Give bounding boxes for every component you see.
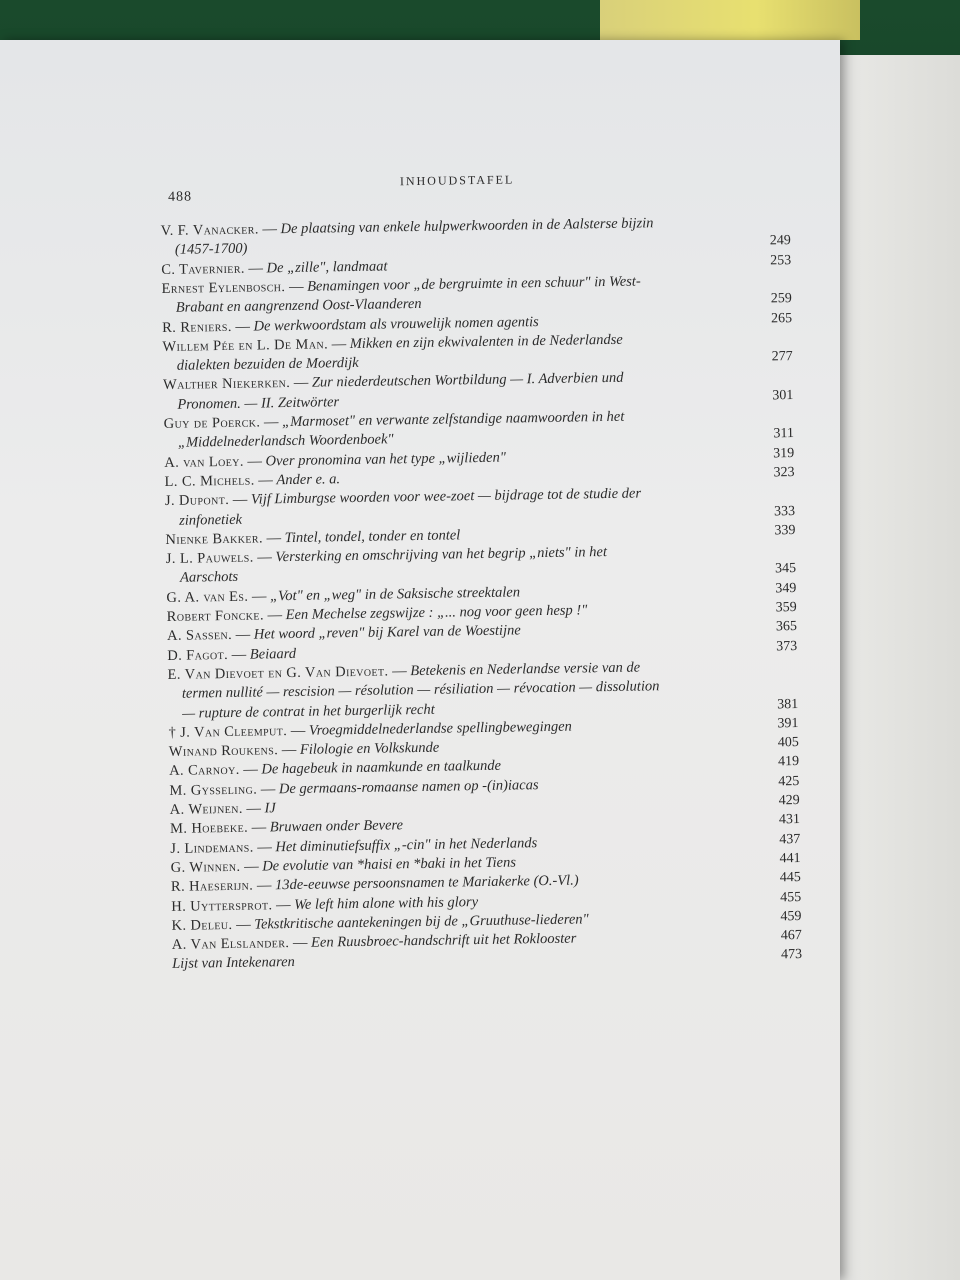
toc-page-number: 373 — [776, 638, 798, 654]
toc-title: Beiaard — [249, 645, 297, 663]
toc-separator: — — [253, 838, 276, 856]
toc-page-number: 445 — [779, 870, 801, 886]
toc-author: J. Lindemans. — [170, 839, 254, 857]
toc-title: De hagebeuk in naamkunde en taalkunde — [261, 758, 502, 778]
toc-page-number: 405 — [777, 735, 799, 751]
toc-page-number: 339 — [774, 522, 796, 539]
toc-line — [164, 432, 394, 452]
toc-title: (1457-1700) — [174, 240, 248, 259]
toc-page-number: 249 — [769, 233, 791, 249]
toc-author: Nienke Bakker. — [165, 530, 264, 548]
toc-page-number: 431 — [778, 812, 801, 828]
toc-title: Het woord „reven" bij Karel van de Woestijne — [253, 622, 521, 643]
toc-separator: — — [229, 491, 252, 509]
toc-line — [165, 511, 242, 528]
toc-author: G. A. van Es. — [166, 588, 249, 606]
toc-title: Over pronomina van het type „wijlieden" — [265, 449, 507, 469]
toc-author: Ernest Eylenbosch. — [161, 278, 286, 297]
toc-line — [165, 527, 460, 548]
toc-line — [163, 355, 359, 374]
toc-title: IJ — [264, 800, 276, 817]
toc-separator: — — [232, 916, 255, 933]
toc-separator: — — [231, 318, 254, 335]
toc-title: Bruwaen onder Bevere — [269, 817, 404, 836]
toc-separator: — — [289, 934, 312, 952]
toc-page-number: 429 — [778, 793, 800, 809]
toc-separator: — — [253, 877, 276, 894]
toc-title: — rupture de contrat in het burgerlijk recht — [182, 701, 435, 722]
toc-title: Versterking en omschrijving van het begrip „niets" in het — [275, 544, 608, 566]
toc-title: 13de-eeuwse persoonsnamen te Mariakerke (O.-Vl.) — [274, 872, 579, 894]
toc-separator: — — [327, 335, 350, 353]
toc-author: A. van Loey. — [164, 453, 244, 471]
toc-author: Walther Niekerken. — [162, 375, 291, 394]
toc-page-number: 391 — [777, 715, 799, 732]
toc-author: A. Carnoy. — [169, 762, 240, 780]
toc-author: R. Haeserijn. — [170, 877, 254, 896]
toc-title: Benamingen voor „de bergruimte in een schuur" in West- — [307, 273, 641, 295]
toc-separator: — — [248, 588, 271, 605]
toc-page-number: 365 — [775, 619, 798, 635]
toc-author: K. Deleu. — [171, 916, 233, 934]
toc-author: A. Van Elslander. — [171, 935, 290, 953]
toc-page-number: 459 — [780, 908, 802, 925]
toc-page-number: 259 — [770, 291, 792, 307]
toc-title: Aarschots — [179, 569, 239, 587]
toc-author: Winand Roukens. — [168, 742, 279, 761]
toc-line — [168, 701, 435, 721]
toc-author: E. Van Dievoet en G. Van Dievoet. — [167, 663, 389, 683]
toc-separator: — — [253, 549, 276, 566]
toc-page-number: 253 — [770, 252, 792, 269]
toc-page-number: 455 — [780, 889, 802, 905]
toc-separator: — — [272, 896, 295, 913]
toc-page-number: 359 — [775, 600, 797, 616]
toc-author: V. F. Vanacker. — [160, 221, 259, 239]
toc-author: A. Sassen. — [166, 627, 233, 645]
toc-title: Tintel, tondel, tonder en tontel — [284, 527, 461, 546]
toc-title: dialekten bezuiden de Moerdijk — [176, 354, 359, 374]
toc-separator: — — [287, 722, 310, 739]
toc-separator: — — [262, 529, 285, 547]
toc-author: R. Reniers. — [162, 318, 232, 336]
toc-separator: — — [290, 375, 313, 392]
toc-title: De evolutie van *haisi en *baki in het Tiens — [262, 854, 517, 875]
toc-line — [172, 954, 295, 972]
toc-title: „Middelnederlandsch Woordenboek" — [177, 431, 394, 452]
toc-title: Pronomen. — II. Zeitwörter — [177, 393, 340, 413]
toc-page-number: 349 — [775, 580, 797, 597]
toc-separator: — — [239, 761, 262, 779]
toc-page-number: 437 — [779, 831, 801, 847]
page-header-title: INHOUDSTAFEL — [399, 172, 515, 189]
toc-author: G. Winnen. — [170, 858, 241, 876]
toc-author: Robert Foncke. — [166, 607, 265, 625]
toc-separator: — — [254, 472, 277, 489]
toc-separator: — — [231, 626, 254, 644]
toc-line — [167, 646, 296, 664]
toc-title: Vroegmiddelnederlandse spellingbewegingen — [308, 718, 572, 739]
toc-line — [171, 894, 478, 915]
toc-title: Tekstkritische aantekeningen bij de „Gruuthuse-liederen" — [254, 911, 589, 933]
toc-author: H. Uyttersprot. — [171, 896, 273, 915]
toc-title: De germaans-romaanse namen op -(in)iacas — [278, 776, 539, 797]
toc-title: Mikken en zijn ekwivalenten in de Nederlandse — [349, 331, 623, 352]
toc-author: Guy de Poerck. — [163, 414, 261, 432]
toc-page-number: 381 — [777, 696, 799, 712]
page-number: 488 — [167, 189, 193, 205]
toc-title: Betekenis en Nederlandse versie van de — [410, 659, 641, 680]
toc-title: Brabant en aangrenzend Oost-Vlaanderen — [175, 296, 422, 316]
toc-title: Vijf Limburgse woorden voor wee-zoet — bijdrage tot de studie der — [250, 485, 642, 508]
toc-separator: — — [258, 221, 281, 238]
toc-separator: — — [242, 800, 265, 817]
toc-title: Filologie en Volkskunde — [299, 739, 440, 758]
toc-title: zinfonetiek — [179, 511, 243, 529]
toc-author: M. Hoebeke. — [169, 819, 249, 838]
toc-line — [164, 471, 340, 490]
toc-page-number: 265 — [770, 310, 793, 326]
toc-title: „Vot" en „weg" in de Saksische streektalen — [269, 584, 521, 605]
toc-line — [170, 818, 403, 838]
toc-page-number: 473 — [780, 947, 803, 963]
toc-author: J. L. Pauwels. — [165, 549, 254, 568]
toc-page-number: 333 — [774, 503, 796, 519]
toc-line — [170, 800, 276, 818]
toc-separator: — — [227, 646, 250, 663]
toc-title: Ander e. a. — [276, 471, 341, 489]
toc-title: De werkwoordstam als vrouwelijk nomen agentis — [253, 313, 539, 335]
toc-page-number: 301 — [772, 387, 794, 404]
toc-author: M. Gysseling. — [169, 781, 258, 799]
toc-page-number: 319 — [773, 445, 795, 461]
toc-page-number: 311 — [773, 426, 795, 442]
toc-line — [169, 740, 440, 760]
toc-author: D. Fagot. — [167, 646, 229, 664]
toc-title: Lijst van Intekenaren — [172, 954, 295, 973]
toc-separator: — — [243, 452, 266, 470]
toc-separator: — — [244, 259, 267, 277]
toc-title: „Marmoset" en verwante zelfstandige naamwoorden in het — [281, 408, 625, 431]
toc-line — [161, 258, 387, 278]
toc-title: termen nullité — rescision — résolution — résiliation — révocation — dissolution — [181, 678, 660, 702]
toc-title: De „zille", landmaat — [266, 258, 388, 276]
toc-separator: — — [260, 414, 283, 431]
toc-title: We left him alone with his glory — [294, 893, 479, 913]
toc-separator: — — [247, 819, 270, 836]
toc-author: L. C. Michels. — [164, 472, 255, 490]
toc-line — [163, 394, 339, 413]
toc-page-number: 277 — [771, 349, 793, 365]
toc-line — [162, 296, 422, 316]
toc-author: C. Tavernier. — [161, 260, 245, 278]
toc-separator: — — [240, 858, 263, 875]
toc-line — [166, 569, 238, 586]
toc-separator: — — [388, 663, 411, 680]
toc-line — [169, 758, 501, 779]
toc-author: J. Dupont. — [164, 492, 230, 510]
toc-author: † J. Van Cleemput. — [168, 722, 288, 741]
toc-title: De plaatsing van enkele hulpwerkwoorden in de Aalsterse bijzin — [280, 215, 654, 238]
toc-title: Een Mechelse zegswijze : „... nog voor geen hesp !" — [285, 602, 588, 624]
toc-page-number: 419 — [777, 754, 800, 770]
toc-page-number: 425 — [778, 773, 800, 790]
toc-title: Het diminutiefsuffix „-cin" in het Nederlands — [275, 834, 538, 855]
toc-separator: — — [257, 780, 280, 798]
toc-title: Een Ruusbroec-handschrift uit het Roklooster — [310, 930, 577, 951]
toc-separator: — — [263, 607, 286, 624]
toc-page-number: 441 — [779, 850, 801, 867]
toc-author: A. Weijnen. — [169, 800, 243, 818]
toc-separator: — — [278, 741, 301, 759]
toc-page-number: 345 — [774, 561, 797, 577]
toc-page-number: 323 — [773, 464, 795, 481]
toc-line — [161, 241, 248, 258]
toc-title: Zur niederdeutschen Wortbildung — I. Adverbien und — [311, 370, 624, 392]
toc-page-number: 467 — [780, 928, 802, 944]
toc-separator: — — [285, 278, 308, 295]
toc-author: Willem Pée en L. De Man. — [162, 336, 329, 355]
